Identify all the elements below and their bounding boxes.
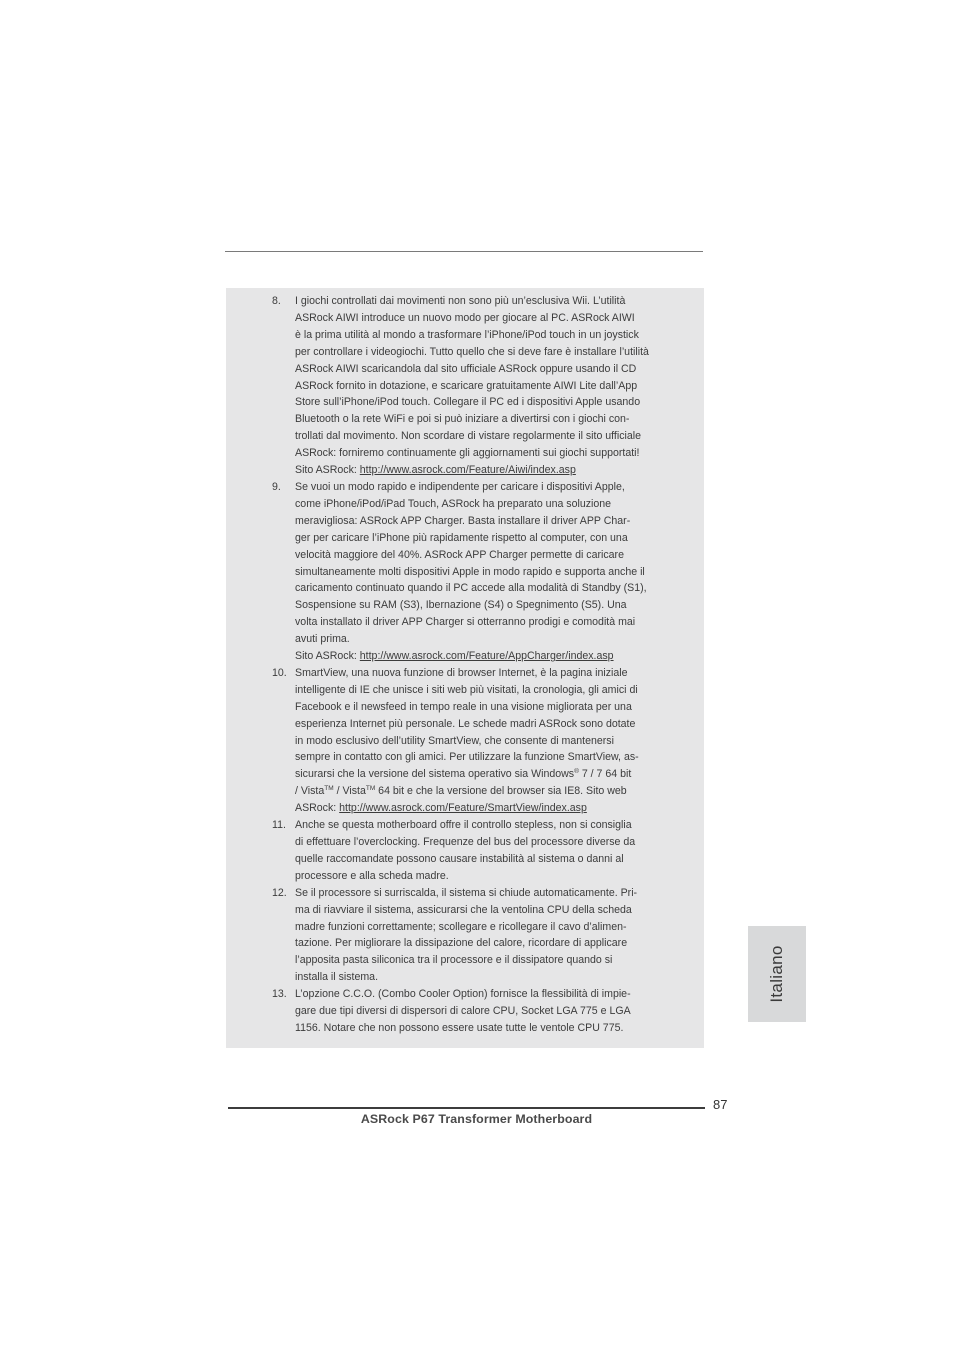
text-line: per controllare i videogiochi. Tutto quello che si deve fare è installare l’utilità [295, 345, 649, 358]
text-line: ASRock fornito in dotazione, e scaricare gratuitamente AIWI Lite dall’App [295, 379, 638, 392]
note-item-13 [226, 986, 704, 1037]
text-line: avuti prima. [295, 633, 350, 646]
site-prefix: ASRock: [295, 802, 340, 815]
text-line: Store sull’iPhone/iPod touch. Collegare il PC ed i dispositivi Apple usando [295, 396, 641, 409]
text-line: installa il sistema. [295, 971, 379, 984]
note-number: 11. [272, 819, 286, 832]
text-line: L’opzione C.C.O. (Combo Cooler Option) fornisce la flessibilità di impie- [295, 988, 631, 1001]
registered-mark: ® [574, 768, 579, 776]
text-line: tazione. Per migliorare la dissipazione del calore, ricordare di applicare [295, 937, 628, 950]
text-line: ASRock: forniremo continuamente gli aggiornamenti sui giochi supportati! [295, 447, 640, 460]
text-line: velocità maggiore del 40%. ASRock APP Charger permette di caricare [295, 548, 624, 561]
note-text [295, 817, 675, 885]
note-text [295, 293, 675, 479]
site-line [295, 648, 675, 665]
text-line: sempre in contatto con gli amici. Per utilizzare la funzione SmartView, as- [295, 751, 639, 764]
note-number: 12. [272, 886, 287, 899]
text-line: Se il processore si surriscalda, il sistema si chiude automaticamente. Pri- [295, 886, 638, 899]
note-number: 13. [272, 988, 287, 1001]
note-number: 9. [272, 480, 281, 493]
note-item-8 [226, 293, 704, 479]
text-line: gare due tipi diversi di dispersori di calore CPU, Socket LGA 775 e LGA [295, 1005, 631, 1018]
text-line: Anche se questa motherboard offre il controllo stepless, non si consiglia [295, 819, 632, 832]
note-item-10 [226, 665, 704, 817]
text-line: processore e alla scheda madre. [295, 869, 449, 882]
text-line: Facebook e il newsfeed in tempo reale in una visione migliorata per una [295, 700, 632, 713]
language-side-tab [748, 926, 806, 1022]
bottom-rule [228, 1107, 705, 1109]
text-line: ASRock AIWI introduce un nuovo modo per giocare al PC. ASRock AIWI [295, 311, 635, 324]
top-rule [225, 251, 703, 252]
text-line: simultaneamente molti dispositivi Apple in modo rapido e supporta anche il [295, 565, 645, 578]
text-line: è la prima utilità al mondo a trasformare l’iPhone/iPod touch in un joystick [295, 328, 639, 341]
site-line [295, 800, 675, 817]
vista-line [295, 783, 675, 800]
note-text [295, 479, 675, 665]
text-line: volta installato il driver APP Charger si otterranno prodigi e comodità mai [295, 616, 636, 629]
text-line: ma di riavviare il sistema, assicurarsi che la ventolina CPU della scheda [295, 903, 632, 916]
text-line: Se vuoi un modo rapido e indipendente per caricare i dispositivi Apple, [295, 480, 625, 493]
note-number: 8. [272, 295, 281, 307]
note-item-11 [226, 817, 704, 885]
site-line [295, 462, 675, 479]
text-line: esperienza Internet più personale. Le schede madri ASRock sono dotate [295, 717, 636, 730]
notes-list [226, 293, 704, 1037]
text-line: l’apposita pasta siliconica tra il processore e il dissipatore quando si [295, 954, 613, 967]
language-label: Italiano [767, 945, 786, 1003]
footer-title: ASRock P67 Transformer Motherboard [360, 1112, 593, 1126]
trademark-mark: TM [365, 785, 376, 793]
text-line: I giochi controllati dai movimenti non sono più un’esclusiva Wii. L’utilità [295, 295, 626, 307]
site-prefix: Sito ASRock: [295, 464, 360, 477]
note-text [295, 986, 675, 1037]
smartview-link[interactable]: http://www.asrock.com/Feature/SmartView/index.asp [339, 802, 587, 815]
text-line: SmartView, una nuova funzione di browser Internet, è la pagina iniziale [295, 666, 628, 679]
note-item-9 [226, 479, 704, 665]
text-line: 1156. Notare che non possono essere usate tutte le ventole CPU 775. [295, 1021, 624, 1034]
text-segment: / Vista [333, 785, 366, 798]
site-prefix: Sito ASRock: [295, 650, 360, 663]
text-line: in modo esclusivo dell’utility SmartView, che consente di mantenersi [295, 734, 614, 747]
note-number: 10. [272, 666, 287, 679]
page-number: 87 [713, 1097, 728, 1112]
text-segment: 7 / 7 64 bit [578, 768, 632, 781]
text-segment: 64 bit e che la versione del browser sia IE8. Sito web [375, 785, 627, 798]
windows-line [295, 766, 675, 783]
text-line: ger per caricare l’iPhone più rapidamente rispetto al computer, con una [295, 531, 628, 544]
note-item-12 [226, 885, 704, 986]
text-line: di effettuare l’overclocking. Frequenze del bus del processore diverse da [295, 836, 636, 848]
text-line: caricamento continuato quando il PC accede alla modalità di Standby (S1), [295, 582, 647, 595]
notes-panel [226, 288, 704, 1048]
text-line: intelligente di IE che unisce i siti web più visitati, la cronologia, gli amici di [295, 683, 638, 696]
note-text [295, 665, 675, 817]
trademark-mark: TM [324, 785, 334, 793]
appcharger-link[interactable]: http://www.asrock.com/Feature/AppCharger/index.asp [359, 650, 614, 663]
text-line: madre funzioni correttamente; scollegare e ricollegare il cavo d’alimen- [295, 920, 627, 933]
text-line: ASRock AIWI scaricandola dal sito ufficiale ASRock oppure usando il CD [295, 362, 637, 375]
text-line: trollati dal movimento. Non scordare di vistare regolarmente il sito ufficiale [295, 430, 642, 443]
text-line: come iPhone/iPod/iPad Touch, ASRock ha preparato una soluzione [295, 497, 612, 510]
note-text [295, 885, 675, 986]
text-line: Bluetooth o la rete WiFi e poi si può iniziare a divertirsi con i giochi con- [295, 413, 630, 426]
text-line: meravigliosa: ASRock APP Charger. Basta installare il driver APP Char- [295, 514, 631, 527]
aiwi-link[interactable]: http://www.asrock.com/Feature/Aiwi/index.asp [359, 464, 576, 477]
text-line: Sospensione su RAM (S3), Ibernazione (S4) o Spegnimento (S5). Una [295, 599, 627, 612]
text-segment: sicurarsi che la versione del sistema operativo sia Windows [295, 768, 575, 781]
text-segment: / Vista [295, 785, 325, 798]
text-line: quelle raccomandate possono causare instabilità al sistema o danni al [295, 852, 624, 865]
